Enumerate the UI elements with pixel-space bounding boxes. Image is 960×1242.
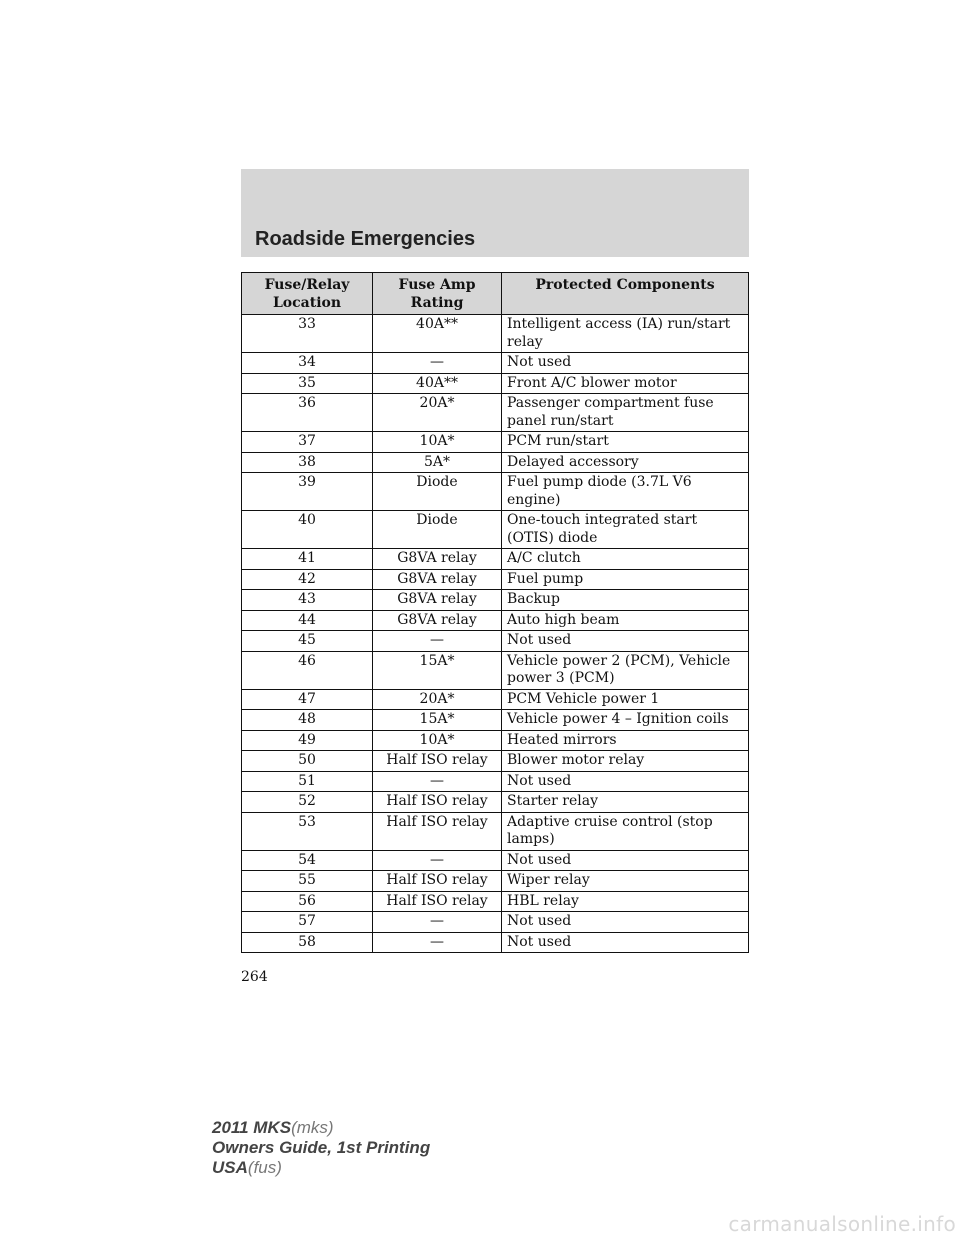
cell-amp-rating: Diode xyxy=(373,511,502,549)
footer-model: 2011 MKS xyxy=(212,1118,292,1137)
cell-location: 34 xyxy=(242,353,373,374)
watermark: carmanualsonline.info xyxy=(728,1212,956,1236)
column-header-amp-rating: Fuse Amp Rating xyxy=(373,273,502,315)
cell-protected-components: Not used xyxy=(502,631,749,652)
cell-amp-rating: Half ISO relay xyxy=(373,812,502,850)
cell-amp-rating: 15A* xyxy=(373,651,502,689)
table-row xyxy=(242,452,749,473)
footer-model-code: (mks) xyxy=(291,1118,334,1137)
cell-location: 48 xyxy=(242,710,373,731)
cell-location: 41 xyxy=(242,549,373,570)
table-row xyxy=(242,353,749,374)
table-row xyxy=(242,771,749,792)
cell-location: 33 xyxy=(242,315,373,353)
cell-protected-components: Not used xyxy=(502,353,749,374)
cell-protected-components: Heated mirrors xyxy=(502,730,749,751)
cell-location: 54 xyxy=(242,850,373,871)
cell-amp-rating: — xyxy=(373,932,502,953)
cell-location: 39 xyxy=(242,473,373,511)
cell-protected-components: Not used xyxy=(502,912,749,933)
page-number: 264 xyxy=(241,969,268,985)
table-header-row xyxy=(242,273,749,315)
cell-protected-components: Adaptive cruise control (stop lamps) xyxy=(502,812,749,850)
cell-amp-rating: G8VA relay xyxy=(373,549,502,570)
cell-amp-rating: 40A** xyxy=(373,373,502,394)
cell-location: 56 xyxy=(242,891,373,912)
cell-protected-components: Fuel pump xyxy=(502,569,749,590)
footer-line-edition xyxy=(212,1138,430,1158)
table-row xyxy=(242,891,749,912)
table-row xyxy=(242,932,749,953)
cell-location: 36 xyxy=(242,394,373,432)
cell-protected-components: HBL relay xyxy=(502,891,749,912)
section-title: Roadside Emergencies xyxy=(255,228,476,250)
cell-location: 44 xyxy=(242,610,373,631)
cell-amp-rating: G8VA relay xyxy=(373,569,502,590)
cell-amp-rating: — xyxy=(373,850,502,871)
cell-protected-components: Front A/C blower motor xyxy=(502,373,749,394)
table-row xyxy=(242,394,749,432)
cell-location: 52 xyxy=(242,792,373,813)
table-row xyxy=(242,631,749,652)
cell-protected-components: PCM Vehicle power 1 xyxy=(502,689,749,710)
cell-protected-components: Delayed accessory xyxy=(502,452,749,473)
cell-location: 49 xyxy=(242,730,373,751)
footer-line-market xyxy=(212,1158,430,1178)
cell-protected-components: PCM run/start xyxy=(502,432,749,453)
cell-amp-rating: Diode xyxy=(373,473,502,511)
cell-amp-rating: Half ISO relay xyxy=(373,891,502,912)
table-row xyxy=(242,812,749,850)
cell-protected-components: Passenger compartment fuse panel run/start xyxy=(502,394,749,432)
cell-protected-components: A/C clutch xyxy=(502,549,749,570)
cell-location: 51 xyxy=(242,771,373,792)
cell-location: 47 xyxy=(242,689,373,710)
table-row xyxy=(242,549,749,570)
table-row xyxy=(242,710,749,731)
cell-amp-rating: — xyxy=(373,353,502,374)
table-row xyxy=(242,751,749,772)
cell-location: 35 xyxy=(242,373,373,394)
cell-location: 38 xyxy=(242,452,373,473)
cell-amp-rating: G8VA relay xyxy=(373,590,502,611)
cell-protected-components: Starter relay xyxy=(502,792,749,813)
cell-amp-rating: 10A* xyxy=(373,432,502,453)
cell-amp-rating: — xyxy=(373,912,502,933)
table-row xyxy=(242,871,749,892)
cell-amp-rating: 5A* xyxy=(373,452,502,473)
footer-market-code: (fus) xyxy=(247,1158,282,1177)
table-row xyxy=(242,850,749,871)
cell-amp-rating: — xyxy=(373,771,502,792)
table-row xyxy=(242,315,749,353)
cell-protected-components: One-touch integrated start (OTIS) diode xyxy=(502,511,749,549)
table-row xyxy=(242,651,749,689)
cell-amp-rating: Half ISO relay xyxy=(373,871,502,892)
cell-location: 45 xyxy=(242,631,373,652)
table-row xyxy=(242,792,749,813)
cell-location: 55 xyxy=(242,871,373,892)
cell-location: 43 xyxy=(242,590,373,611)
cell-protected-components: Wiper relay xyxy=(502,871,749,892)
fuse-table xyxy=(241,272,749,953)
cell-amp-rating: 15A* xyxy=(373,710,502,731)
cell-location: 50 xyxy=(242,751,373,772)
cell-location: 53 xyxy=(242,812,373,850)
cell-protected-components: Intelligent access (IA) run/start relay xyxy=(502,315,749,353)
footer-edition: Owners Guide, 1st Printing xyxy=(212,1138,431,1157)
table-row xyxy=(242,689,749,710)
footer-market: USA xyxy=(212,1158,248,1177)
table-row xyxy=(242,912,749,933)
footer-line-model xyxy=(212,1118,430,1138)
cell-location: 46 xyxy=(242,651,373,689)
cell-protected-components: Backup xyxy=(502,590,749,611)
cell-protected-components: Blower motor relay xyxy=(502,751,749,772)
table-row xyxy=(242,730,749,751)
cell-protected-components: Fuel pump diode (3.7L V6 engine) xyxy=(502,473,749,511)
table-row xyxy=(242,432,749,453)
print-footer xyxy=(212,1118,430,1178)
cell-protected-components: Auto high beam xyxy=(502,610,749,631)
column-header-protected-components: Protected Components xyxy=(502,273,749,315)
cell-amp-rating: 20A* xyxy=(373,394,502,432)
cell-location: 40 xyxy=(242,511,373,549)
cell-protected-components: Not used xyxy=(502,932,749,953)
cell-location: 37 xyxy=(242,432,373,453)
cell-amp-rating: Half ISO relay xyxy=(373,751,502,772)
column-header-location: Fuse/Relay Location xyxy=(242,273,373,315)
cell-amp-rating: G8VA relay xyxy=(373,610,502,631)
table-row xyxy=(242,590,749,611)
table-row xyxy=(242,569,749,590)
cell-protected-components: Not used xyxy=(502,771,749,792)
table-body xyxy=(242,315,749,953)
cell-location: 57 xyxy=(242,912,373,933)
cell-amp-rating: Half ISO relay xyxy=(373,792,502,813)
table-row xyxy=(242,610,749,631)
table-row xyxy=(242,373,749,394)
cell-amp-rating: 20A* xyxy=(373,689,502,710)
table-row xyxy=(242,473,749,511)
table-row xyxy=(242,511,749,549)
cell-protected-components: Vehicle power 2 (PCM), Vehicle power 3 (PCM) xyxy=(502,651,749,689)
cell-amp-rating: — xyxy=(373,631,502,652)
cell-location: 58 xyxy=(242,932,373,953)
cell-amp-rating: 10A* xyxy=(373,730,502,751)
cell-amp-rating: 40A** xyxy=(373,315,502,353)
cell-protected-components: Vehicle power 4 – Ignition coils xyxy=(502,710,749,731)
cell-location: 42 xyxy=(242,569,373,590)
cell-protected-components: Not used xyxy=(502,850,749,871)
